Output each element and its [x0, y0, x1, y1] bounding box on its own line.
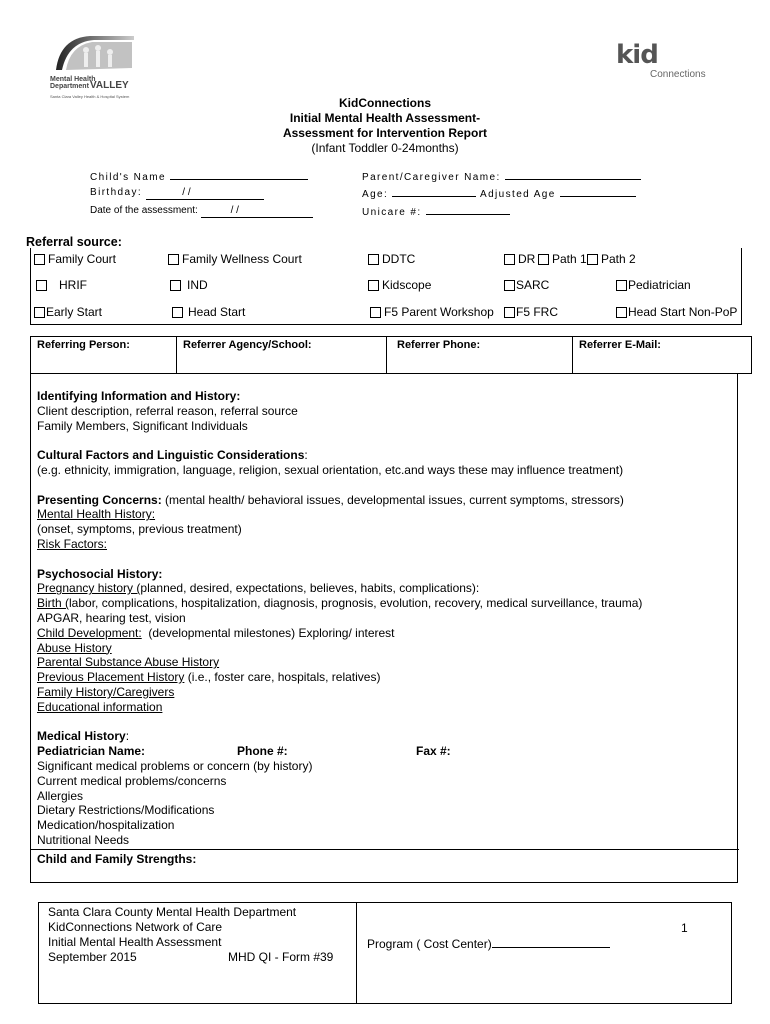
pregnancy-history-detail: planned, desired, expectations, believes, habits, complications): — [140, 581, 480, 596]
valley-logo-graphic-icon — [46, 32, 136, 74]
referring-person-cell[interactable] — [31, 337, 177, 373]
checkbox-square-icon[interactable] — [616, 307, 627, 318]
footer-line-2: KidConnections Network of Care — [48, 920, 223, 934]
referrer-phone-label: Referrer Phone: — [397, 339, 481, 351]
birthday-field[interactable] — [90, 187, 264, 200]
title-line-3: Assessment for Intervention Report — [282, 126, 488, 140]
page-number: 1 — [681, 921, 688, 935]
age-line[interactable] — [392, 187, 476, 197]
checkbox-label: Head Start Non-PoP — [628, 305, 738, 319]
adjusted-age-line[interactable] — [560, 187, 636, 197]
checkbox-family-wellness-court[interactable] — [168, 252, 302, 266]
unicare-label: Unicare #: — [362, 207, 422, 218]
checkbox-square-icon[interactable] — [168, 254, 179, 265]
checkbox-dr[interactable] — [504, 252, 535, 266]
checkbox-head-start-non-pop[interactable] — [616, 305, 737, 319]
identifying-section[interactable] — [37, 389, 737, 433]
checkbox-square-icon[interactable] — [504, 307, 515, 318]
placement-history-detail: (i.e., foster care, hospitals, relatives) — [184, 670, 381, 685]
footer-date: September 2015 — [48, 950, 137, 964]
checkbox-square-icon[interactable] — [172, 307, 183, 318]
family-history-label: Family History/Caregivers — [37, 684, 175, 699]
pediatrician-phone-label: Phone #: — [237, 744, 288, 759]
logo-text-system: Santa Clara Valley Health & Hospital System — [50, 94, 130, 99]
child-name-label: Child's Name — [90, 172, 166, 183]
medical-line-5: Medication/hospitalization — [37, 818, 175, 833]
checkbox-pediatrician[interactable] — [616, 278, 691, 292]
presenting-detail: (mental health/ behavioral issues, developmental issues, current symptoms, stressors) — [161, 492, 624, 507]
footer-form-number: MHD QI - Form #39 — [228, 950, 334, 964]
checkbox-sarc[interactable] — [504, 278, 549, 292]
checkbox-square-icon[interactable] — [368, 254, 379, 265]
unicare-field[interactable] — [362, 205, 510, 219]
presenting-heading: Presenting Concerns: — [37, 492, 162, 507]
checkbox-label: DR — [518, 252, 536, 266]
parent-name-field[interactable] — [362, 170, 641, 184]
checkbox-label: Path 2 — [601, 252, 636, 266]
age-field[interactable] — [362, 187, 636, 201]
parent-name-label: Parent/Caregiver Name: — [362, 172, 501, 183]
psychosocial-heading: Psychosocial History: — [37, 566, 163, 581]
risk-factors-label: Risk Factors: — [37, 536, 108, 551]
medical-line-2: Current medical problems/concerns — [37, 773, 227, 788]
referrer-agency-cell[interactable] — [177, 337, 387, 373]
assessment-date-line[interactable]: / / — [201, 205, 313, 218]
birthday-line[interactable]: / / — [146, 187, 264, 200]
checkbox-label: SARC — [516, 278, 550, 292]
checkbox-square-icon[interactable] — [368, 280, 379, 291]
checkbox-square-icon[interactable] — [538, 254, 549, 265]
program-cost-center-label: Program ( Cost Center) — [367, 937, 492, 951]
logo-text-valley: VALLEY — [90, 80, 129, 91]
checkbox-label: Early Start — [46, 305, 103, 319]
presenting-section[interactable] — [37, 493, 737, 552]
identifying-line-1: Client description, referral reason, referral source — [37, 403, 298, 418]
kidconnections-logo — [616, 42, 726, 87]
identifying-line-2: Family Members, Significant Individuals — [37, 418, 248, 433]
mental-health-history-detail: (onset, symptoms, previous treatment) — [37, 522, 242, 537]
checkbox-hrif[interactable] — [36, 278, 87, 292]
checkbox-square-icon[interactable] — [370, 307, 381, 318]
title-line-4: (Infant Toddler 0-24months) — [311, 141, 459, 155]
title-line-1: KidConnections — [339, 96, 431, 110]
psychosocial-section[interactable] — [37, 567, 737, 715]
program-cost-center-line[interactable] — [492, 937, 610, 948]
strengths-divider — [31, 849, 739, 850]
medical-line-6: Nutritional Needs — [37, 832, 130, 847]
medical-line-3: Allergies — [37, 788, 84, 803]
valley-logo — [46, 32, 136, 102]
title-line-2: Initial Mental Health Assessment- — [289, 111, 481, 125]
referrer-email-cell[interactable] — [573, 337, 751, 373]
cultural-section[interactable] — [37, 448, 737, 478]
assessment-date-label: Date of the assessment: — [90, 205, 198, 216]
cultural-colon: : — [304, 448, 308, 463]
checkbox-square-icon[interactable] — [616, 280, 627, 291]
checkbox-label: Head Start — [188, 305, 246, 319]
medical-colon: : — [125, 729, 130, 744]
footer-program — [357, 903, 731, 1003]
checkbox-label: DDTC — [382, 252, 416, 266]
referrer-contact-row — [30, 336, 752, 374]
footer-line-1: Santa Clara County Mental Health Department — [48, 905, 297, 919]
checkbox-ddtc[interactable] — [368, 252, 415, 266]
checkbox-path-2[interactable] — [587, 252, 636, 266]
checkbox-f5-frc[interactable] — [504, 305, 558, 319]
child-name-line[interactable] — [170, 170, 308, 180]
birth-label: Birth ( — [37, 596, 70, 611]
parent-name-line[interactable] — [505, 170, 641, 180]
checkbox-label: F5 Parent Workshop — [384, 305, 494, 319]
logo-text-department: Department — [50, 83, 89, 90]
strengths-heading[interactable]: Child and Family Strengths: — [37, 852, 197, 866]
placement-history-label: Previous Placement History — [37, 670, 185, 685]
identifying-heading: Identifying Information and History: — [37, 389, 241, 403]
pediatrician-fax-label: Fax #: — [416, 744, 451, 759]
checkbox-square-icon[interactable] — [170, 280, 181, 291]
logo-text-mental-health: Mental Health — [50, 76, 96, 83]
birth-detail: labor, complications, hospitalization, diagnosis, prognosis, evolution, recovery, medical surveillance, trauma) — [69, 596, 643, 611]
apgar-line: APGAR, hearing test, vision — [37, 610, 186, 625]
checkbox-label: F5 FRC — [516, 305, 558, 319]
pediatrician-name-label: Pediatrician Name: — [37, 744, 146, 759]
checkbox-label: Path 1 — [552, 252, 587, 266]
abuse-history-label: Abuse History — [37, 640, 112, 655]
checkbox-square-icon[interactable] — [587, 254, 598, 265]
checkbox-label: HRIF — [59, 278, 87, 292]
logo-kid-text: kid — [616, 40, 658, 70]
referring-person-label: Referring Person: — [37, 339, 130, 351]
checkbox-ind[interactable] — [170, 278, 208, 292]
child-development-label: Child Development: — [37, 625, 142, 640]
checkbox-family-court[interactable] — [34, 252, 116, 266]
footer-info — [39, 903, 357, 1003]
checkbox-square-icon[interactable] — [504, 280, 515, 291]
checkbox-square-icon[interactable] — [34, 254, 45, 265]
checkbox-label: Pediatrician — [628, 278, 691, 292]
child-name-field[interactable] — [90, 170, 308, 184]
logo-connections-text: Connections — [650, 69, 706, 80]
medical-line-1: Significant medical problems or concern (by history) — [37, 758, 313, 773]
checkbox-kidscope[interactable] — [368, 278, 431, 292]
adjusted-age-label: Adjusted Age — [480, 189, 556, 200]
referral-source-label: Referral source: — [26, 235, 122, 249]
assessment-date-field[interactable] — [90, 205, 313, 218]
checkbox-f5-parent-workshop[interactable] — [370, 305, 494, 319]
educational-info-label: Educational information — [37, 699, 163, 714]
cultural-heading: Cultural Factors and Linguistic Considerations — [37, 448, 305, 463]
unicare-line[interactable] — [426, 205, 510, 215]
footer-line-3: Initial Mental Health Assessment — [48, 935, 222, 949]
footer-box — [38, 902, 732, 1004]
checkbox-path-1[interactable] — [538, 252, 587, 266]
referrer-phone-cell[interactable] — [387, 337, 573, 373]
child-development-detail: (developmental milestones) Exploring/ interest — [141, 625, 395, 640]
cultural-line-1: (e.g. ethnicity, immigration, language, religion, sexual orientation, etc.and ways these may influence treatment) — [37, 462, 624, 477]
medical-line-4: Dietary Restrictions/Modifications — [37, 803, 215, 818]
checkbox-head-start[interactable] — [172, 305, 245, 319]
checkbox-square-icon[interactable] — [34, 307, 45, 318]
referrer-email-label: Referrer E-Mail: — [579, 339, 661, 351]
program-cost-center-field[interactable] — [367, 937, 610, 951]
parental-substance-label: Parental Substance Abuse History — [37, 655, 220, 670]
pregnancy-history-label: Pregnancy history ( — [37, 581, 141, 596]
referrer-agency-label: Referrer Agency/School: — [183, 339, 312, 351]
checkbox-label: IND — [187, 278, 208, 292]
medical-section[interactable] — [37, 729, 737, 847]
checkbox-early-start[interactable] — [34, 305, 102, 319]
assessment-body-box — [30, 373, 738, 883]
mental-health-history-label: Mental Health History: — [37, 507, 156, 522]
checkbox-label: Family Wellness Court — [182, 252, 302, 266]
checkbox-label: Family Court — [48, 252, 117, 266]
medical-heading: Medical History — [37, 729, 126, 744]
age-label: Age: — [362, 189, 389, 200]
checkbox-square-icon[interactable] — [504, 254, 515, 265]
checkbox-label: Kidscope — [382, 278, 432, 292]
birthday-label: Birthday: — [90, 187, 143, 198]
checkbox-square-icon[interactable] — [36, 280, 47, 291]
